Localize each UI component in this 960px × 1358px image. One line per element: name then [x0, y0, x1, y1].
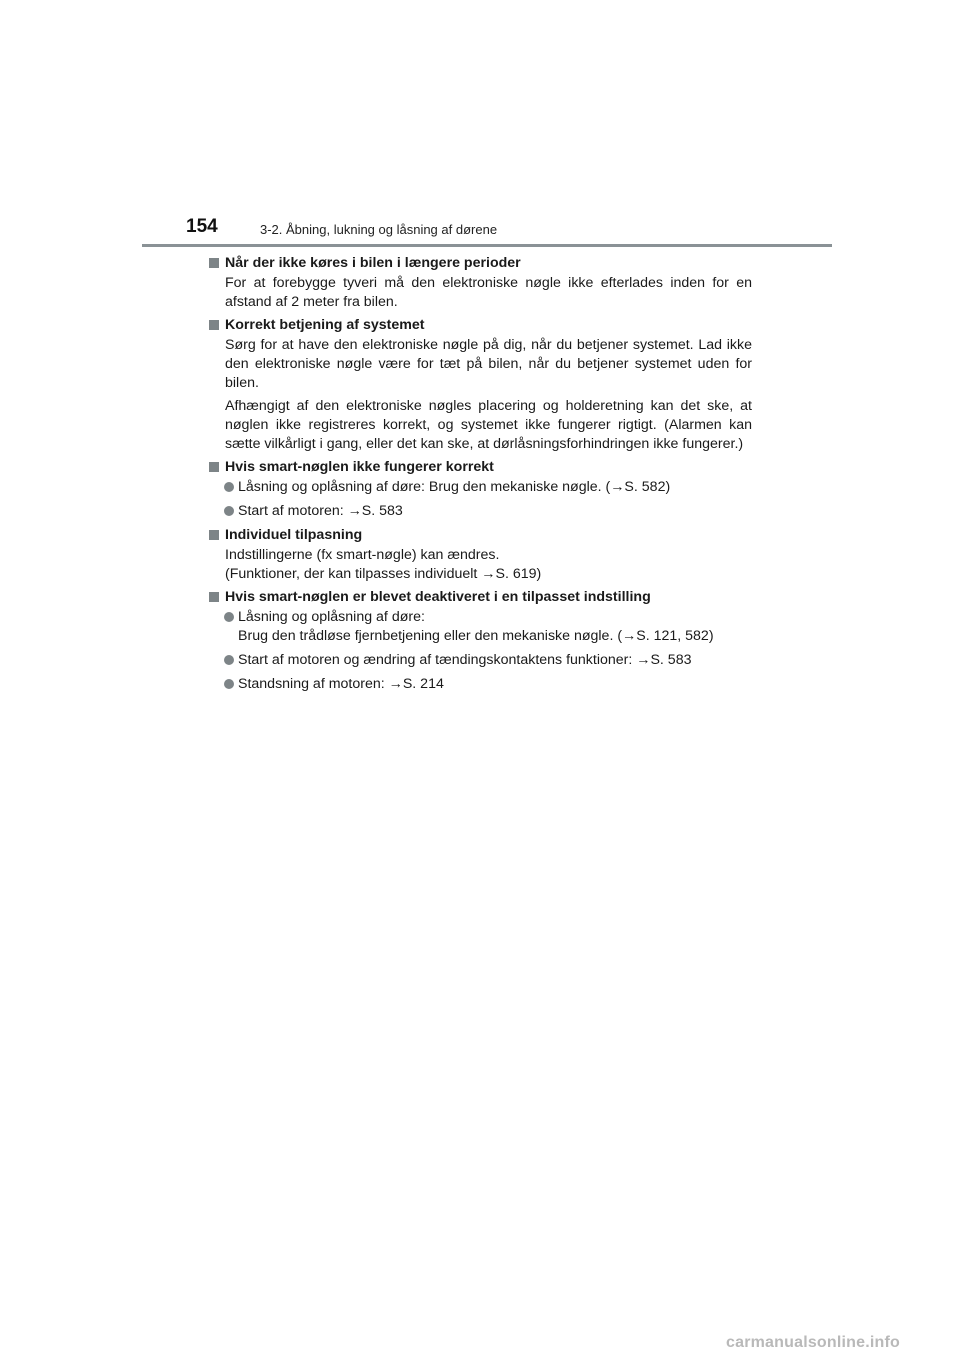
square-bullet-icon: [209, 258, 219, 268]
list-item: Standsning af motoren: →S. 214: [208, 675, 752, 694]
section-heading: Hvis smart-nøglen er blevet deaktiveret i en tilpasset indstilling: [208, 588, 752, 607]
section-customization: [208, 526, 752, 584]
section-long-storage: [208, 254, 752, 312]
paragraph: Indstillingerne (fx smart-nøgle) kan ændres. (Funktioner, der kan tilpasses individuelt →S. 619): [225, 547, 542, 582]
paragraph: Afhængigt af den elektroniske nøgles placering og holderetning kan det ske, at nøglen ikke registreres korrekt, og systemet ikke fungerer rigtigt. (Alarmen kan sætte vilkårligt i gang, eller det kan ske, at dørlåsningsforhindringen ikke fungerer.): [225, 398, 752, 452]
list-item: Låsning og oplåsning af døre: Brug den trådløse fjernbetjening eller den mekaniske nøgle. (→S. 121, 582): [208, 608, 752, 646]
square-bullet-icon: [209, 462, 219, 472]
section-heading: Hvis smart-nøglen ikke fungerer korrekt: [208, 458, 752, 477]
list-item: Start af motoren: →S. 583: [208, 502, 752, 521]
section-smart-key-malfunction: [208, 458, 752, 521]
section-smart-key-deactivated: [208, 588, 752, 694]
round-bullet-icon: [224, 679, 234, 689]
section-heading: Korrekt betjening af systemet: [208, 316, 752, 335]
watermark: carmanualsonline.info: [726, 1334, 901, 1351]
square-bullet-icon: [209, 320, 219, 330]
section-correct-operation: [208, 316, 752, 454]
list-item: Start af motoren og ændring af tændingskontaktens funktioner: →S. 583: [208, 651, 752, 670]
chapter-title: 3-2. Åbning, lukning og låsning af dørene: [260, 222, 498, 237]
page-content: [208, 254, 752, 699]
section-heading: Når der ikke køres i bilen i længere perioder: [208, 254, 752, 273]
round-bullet-icon: [224, 612, 234, 622]
section-heading: Individuel tilpasning: [208, 526, 752, 545]
list-item: Låsning og oplåsning af døre: Brug den mekaniske nøgle. (→S. 582): [208, 478, 752, 497]
page-header: [186, 214, 832, 244]
page-number: 154: [186, 216, 218, 237]
round-bullet-icon: [224, 506, 234, 516]
header-divider: [142, 244, 832, 247]
round-bullet-icon: [224, 482, 234, 492]
square-bullet-icon: [209, 592, 219, 602]
round-bullet-icon: [224, 655, 234, 665]
paragraph: Sørg for at have den elektroniske nøgle på dig, når du betjener systemet. Lad ikke den elektroniske nøgle være for tæt på bilen, når du betjener systemet uden for bilen.: [225, 337, 752, 391]
square-bullet-icon: [209, 530, 219, 540]
paragraph: For at forebygge tyveri må den elektroniske nøgle ikke efterlades inden for en afstand af 2 meter fra bilen.: [225, 275, 752, 310]
